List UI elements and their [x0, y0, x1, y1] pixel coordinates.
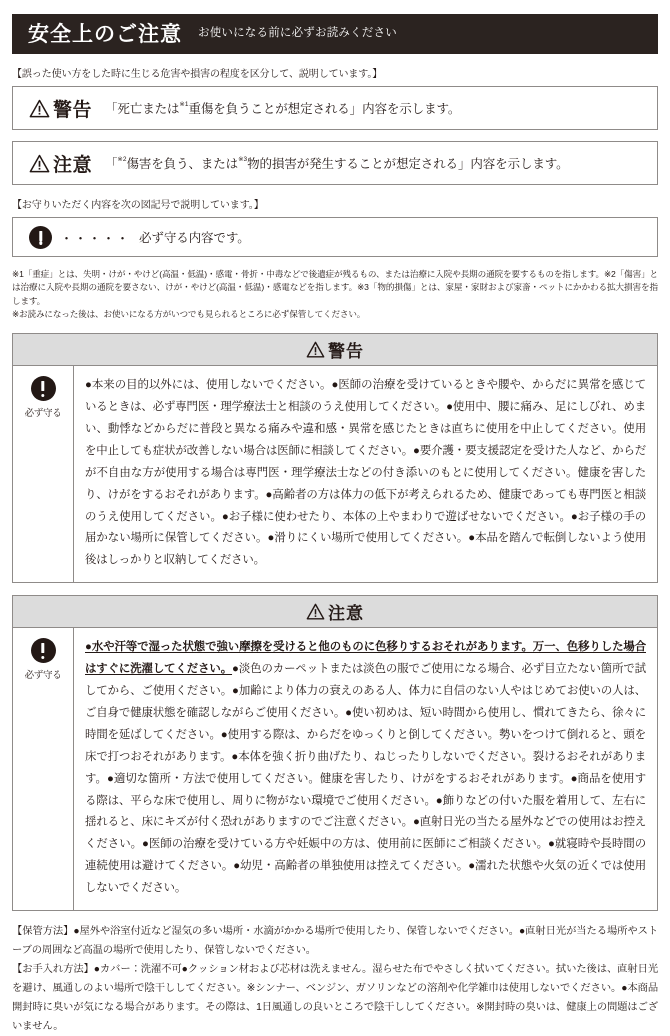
caution-icon-cell — [13, 628, 74, 910]
warning-section-title: 警告 — [328, 342, 364, 362]
caution-section — [12, 595, 658, 911]
definition-box-warning — [12, 86, 658, 130]
footnote-line-1: ※1「重症」とは、失明・けが・やけど(高温・低温)・感電・骨折・中毒などで後遺症が残るもの、または治療に入院や長期の通院を要するものを指します。※2「傷害」とは治療に入院や長期の通院を要さない、けが・やけど(高温・低温)・感電などを指します。※3「物的損傷」とは、家屋・家財および家畜・ペットにかかわる拡大損害を指します。 — [12, 269, 658, 306]
exclamation-circle-icon — [29, 226, 52, 249]
warning-body-text: ●本来の目的以外には、使用しないでください。●医師の治療を受けているときや腰や、からだに異常を感じているときは、必ず専門医・理学療法士と相談のうえ使用してください。●使用中、腰に痛み、足にしびれ、めまい、動悸などからだに普段と異なる痛みや違和感・異常を感じたときは直ちに使用を中止してください。使用を中止しても症状が改善しない場合は医師に相談してください。●要介護・要支援認定を受けた人など、からだが不自由な方が使用する場合は専門医・理学療法士などの付き添いのもとに使用してください。健康を害したり、けがをするおそれがあります。●高齢者の方は体力の低下が考えられるため、健康であっても専門医と相談のうえ使用してください。●お子様に使わせたり、本体の上やまわりで遊ばせないでください。●お子様の手の届かない場所に保管してください。●滑りにくい場所で使用してください。●本品を踏んで転倒しないよう使用後はしっかりと収納してください。 — [85, 379, 646, 567]
lead-symbols-text: 【お守りいただく内容を次の図記号で説明しています。】 — [12, 200, 264, 211]
symbol-box — [12, 217, 658, 257]
caution-body-paragraph — [85, 637, 646, 900]
warning-section — [12, 333, 658, 583]
footnote-line-2: ※お読みになった後は、お使いになる方がいつでも見られるところに必ず保管してください。 — [12, 308, 366, 319]
warning-section-body — [13, 366, 657, 582]
footnote-mark-1: ※1 — [179, 100, 189, 108]
exclamation-circle-icon — [31, 638, 56, 663]
exclamation-circle-icon — [31, 376, 56, 401]
bottom-notes — [12, 922, 658, 1036]
caution-section-body — [13, 628, 657, 910]
caution-text-cell — [74, 628, 657, 910]
footnote-mark-3: ※3 — [238, 155, 248, 163]
footnotes — [12, 268, 658, 321]
caution-body-emphasis: ●水や汗等で湿った状態で強い摩擦を受けると他のものに色移りするおそれがあります。万一、色移りした場合はすぐに洗濯してください。 — [85, 641, 646, 676]
page-subtitle: お使いになる前に必ずお読みください — [198, 27, 397, 40]
caution-section-title: 注意 — [328, 604, 364, 624]
definition-word-warning: 警告 — [53, 99, 93, 121]
caution-icon-cell-label: 必ず守る — [24, 670, 62, 682]
warning-triangle-icon — [306, 603, 325, 620]
warning-triangle-icon — [29, 150, 92, 177]
safety-notice-page — [0, 14, 670, 1033]
warning-icon-cell-label: 必ず守る — [24, 408, 62, 420]
warning-triangle-icon — [306, 341, 325, 358]
definition-text-warning: 「死亡または$^{※1}$重傷を負うことが想定される」内容を示します。 — [105, 100, 461, 116]
warning-triangle-icon — [29, 95, 92, 122]
warning-section-header — [13, 334, 657, 366]
warning-icon-cell — [13, 366, 74, 582]
footnote-mark-2: ※2 — [117, 155, 127, 163]
caution-section-header — [13, 596, 657, 628]
definition-text-caution: 「$^{※2}$傷害を負う、または$^{※3}$物的損害が発生することが想定される」内容を示します。 — [105, 155, 569, 171]
page-title-bar — [12, 14, 658, 54]
lead-severity-text: 【誤った使い方をした時に生じる危害や損害の程度を区分して、説明しています。】 — [12, 69, 383, 80]
storage-note: 【保管方法】●屋外や浴室付近など湿気の多い場所・水滴がかかる場所で使用したり、保管しないでください。●直射日光が当たる場所やストーブの周囲など高温の場所で使用したり、保管しないでください。 — [12, 925, 658, 956]
care-note: 【お手入れ方法】●カバー：洗濯不可●クッション材および芯材は洗えません。湿らせた布でやさしく拭いてください。拭いた後は、直射日光を避け、風通しのよい場所で陰干ししてください。※シンナー、ベンジン、ガソリンなどの溶剤や化学雑巾は使用しないでください。●本商品開封時に臭いが気になる場合があります。その際は、1日風通しの良いところで陰干ししてください。※開封時の臭いは、健康上の問題はございません。 — [12, 964, 658, 1033]
definition-box-caution — [12, 141, 658, 185]
symbol-box-label: 必ず守る内容です。 — [139, 231, 250, 245]
warning-text-cell — [74, 366, 657, 582]
definition-word-caution: 注意 — [53, 154, 93, 176]
caution-body-rest: ●淡色のカーペットまたは淡色の服でご使用になる場合、必ず目立たない箇所で試してから、ご使用ください。●加齢により体力の衰えのある人、体力に自信のない人やはじめてお使いの人は、ご自身で健康状態を確認しながらご使用ください。●使い初めは、短い時間から使用し、慣れてきたら、徐々に時間を延ばしてください。●使用する際は、からだをゆっくりと倒してください。勢いをつけて倒れると、頭を床で打つおそれがあります。●本体を強く折り曲げたり、ねじったりしないでください。裂けるおそれがあります。●適切な箇所・方法で使用してください。健康を害したり、けがをするおそれがあります。●商品を使用する際は、平らな床で使用し、周りに物がない環境でご使用ください。●飾りなどの付いた服を着用して、左右に揺れると、床にキズが付く恐れがありますのでご注意ください。●直射日光の当たる屋外などでの使用はお控えください。●医師の治療を受けている方や妊娠中の方は、使用前に医師にご相談ください。●就寝時や長時間の連続使用は避けてください。●幼児・高齢者の単独使用は控えてください。●濡れた状態や火気の近くでは使用しないでください。 — [85, 663, 646, 895]
page-title: 安全上のご注意 — [28, 22, 182, 46]
symbol-box-dots: ・・・・・ — [60, 230, 131, 246]
